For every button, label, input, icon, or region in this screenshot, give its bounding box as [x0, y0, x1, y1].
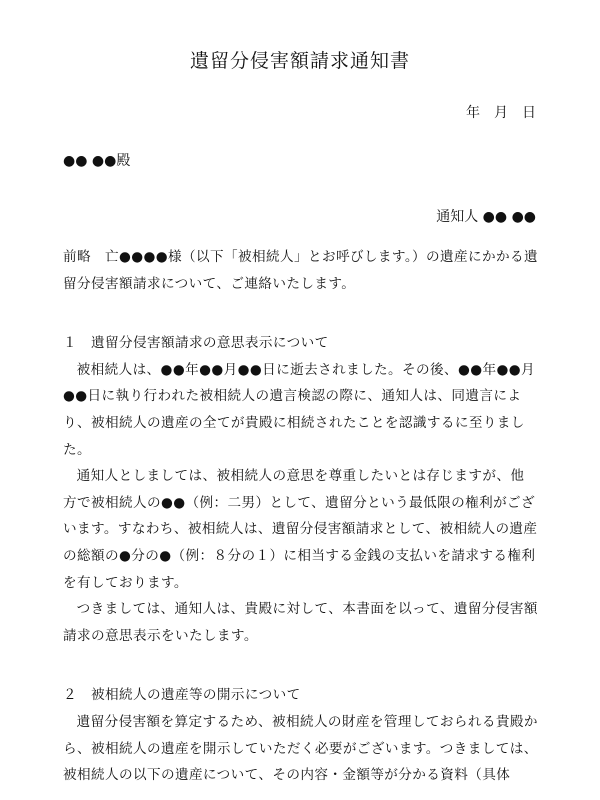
section-heading: １ 遺留分侵害額請求の意思表示について: [63, 335, 329, 352]
date-line: 年 月 日: [466, 105, 536, 121]
addressee: ●● ●●殿: [63, 153, 131, 169]
section-2: [63, 682, 538, 788]
section-paragraph: 被相続人は、●●年●●月●●日に逝去されました。その後、●●年●●月●●日に執り行われた被相続人の遺言検認の際に、通知人は、同遺言により、被相続人の遺産の全てが貴殿に相続されたことを認識するに至りました。: [63, 361, 536, 458]
section-1: [63, 330, 538, 649]
sender: 通知人 ●● ●●: [436, 209, 536, 225]
section-heading: ２ 被相続人の遺産等の開示について: [63, 687, 301, 704]
section-paragraph: 遺留分侵害額を算定するため、被相続人の財産を管理しておられる貴殿から、被相続人の遺産を開示していただく必要がございます。つきましては、被相続人の以下の遺産について、その内容・金額等が分かる資料（具体: [63, 713, 538, 784]
document-title: 遺留分侵害額請求通知書: [189, 50, 410, 72]
intro-paragraph: 前略 亡●●●●様（以下「被相続人」とお呼びします。）の遺産にかかる遺留分侵害額請求について、ご連絡いたします。: [63, 249, 538, 292]
section-paragraph: 通知人としましては、被相続人の意思を尊重したいとは存じますが、他方で被相続人の●●（例：二男）として、遺留分という最低限の権利がございます。すなわち、被相続人は、遺留分侵害額請求として、被相続人の遺産の総額の●分の●（例：８分の１）に相当する金銭の支払いを請求する権利を有しております。: [63, 468, 538, 591]
section-paragraph: つきましては、通知人は、貴殿に対して、本書面を以って、遺留分侵害額請求の意思表示をいたします。: [63, 601, 538, 644]
document-body: [63, 244, 538, 789]
